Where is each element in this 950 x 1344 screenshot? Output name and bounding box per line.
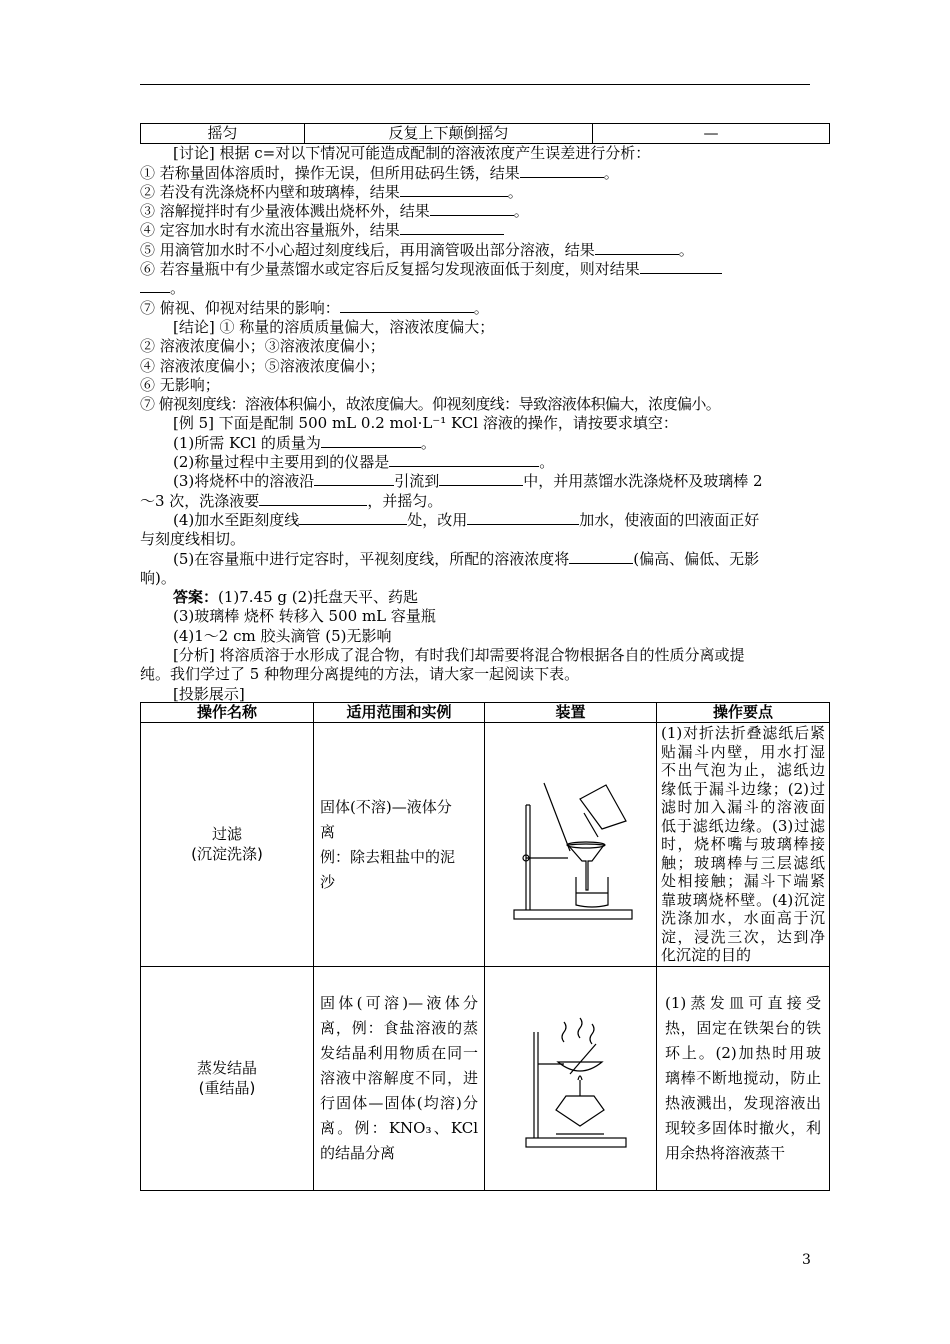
header-rule xyxy=(140,84,810,85)
blank xyxy=(467,511,579,525)
question: 响)。 xyxy=(140,568,176,587)
question: (3)将烧杯中的溶液沿 xyxy=(173,472,315,491)
analysis-line: 纯。我们学过了 5 种物理分离提纯的方法，请大家一起阅读下表。 xyxy=(140,665,580,684)
blank xyxy=(430,202,514,216)
separation-table xyxy=(140,702,830,1191)
op-name-cell xyxy=(141,723,314,967)
blank xyxy=(340,299,474,313)
conclusion-line: ⑦ 俯视刻度线：溶液体积偏小，故浓度偏大。仰视刻度线：导致溶液体积偏大，浓度偏小。 xyxy=(140,395,721,414)
discussion-item: ⑦ 俯视、仰视对结果的影响： xyxy=(140,298,340,317)
blank xyxy=(321,434,421,448)
discussion-item: ⑥ 若容量瓶中有少量蒸馏水或定容后反复摇匀发现液面低于刻度，则对结果 xyxy=(140,260,640,279)
op-sub: (沉淀洗涤) xyxy=(191,844,263,863)
op-sub: (重结晶) xyxy=(198,1078,256,1097)
answer-line: (3)玻璃棒 烧杯 转移入 500 mL 容量瓶 xyxy=(173,607,436,626)
blank xyxy=(140,279,170,293)
blank xyxy=(520,164,604,178)
conclusion-line: ② 溶液浓度偏小；③溶液浓度偏小； xyxy=(140,337,385,356)
table-row xyxy=(141,124,830,144)
filtration-apparatus-diagram xyxy=(496,765,646,925)
question: (1)所需 KCl 的质量为 xyxy=(173,433,321,452)
punct: 。 xyxy=(513,202,529,221)
op-name: 蒸发结晶 xyxy=(196,1059,257,1078)
op-name: 过滤 xyxy=(211,825,242,844)
question: 处，改用 xyxy=(407,510,468,529)
conclusion-line: [结论] ① 称量的溶质质量偏大，溶液浓度偏大； xyxy=(173,317,495,336)
blank xyxy=(299,511,407,525)
question: 中，并用蒸馏水洗涤烧杯及玻璃棒 2 xyxy=(523,472,763,491)
points-cell: (1)对折法折叠滤纸后紧贴漏斗内壁，用水打湿不出气泡为止，滤纸边缘低于漏斗边缘；(2)过滤时加入漏斗的溶液面低于滤纸边缘。(3)过滤时，烧杯嘴与玻璃棒接触；玻璃棒与三层滤纸处相接触；漏斗下端紧靠玻璃烧杯壁。(4)沉淀洗涤加水，水面高于沉淀，浸洗三次，达到净化沉淀的目的 xyxy=(657,723,830,967)
punct: 。 xyxy=(170,279,186,298)
table-row xyxy=(141,723,830,967)
header-cell: 操作名称 xyxy=(141,702,314,722)
blank xyxy=(314,472,394,486)
conclusion-line: ⑥ 无影响； xyxy=(140,375,220,394)
header-cell: 适用范围和实例 xyxy=(314,702,485,722)
blank xyxy=(400,221,504,235)
top-cell-2: 反复上下颠倒摇匀 xyxy=(305,124,593,144)
scope-line: 沙 xyxy=(320,872,336,891)
punct: 。 xyxy=(420,433,436,452)
analysis-line: [分析] 将溶质溶于水形成了混合物，有时我们却需要将混合物根据各自的性质分离或提 xyxy=(173,646,745,665)
scope-cell xyxy=(314,723,485,967)
evaporation-apparatus-diagram xyxy=(496,1004,646,1154)
scope-cell: 固体(可溶)—液体分离，例：食盐溶液的蒸发结晶利用物质在同一溶液中溶解度不同，进行固体—固体(均溶)分离。例：KNO₃、KCl 的结晶分离 xyxy=(314,967,485,1191)
apparatus-cell xyxy=(485,723,657,967)
question: 引流到 xyxy=(394,472,440,491)
points-cell: (1)蒸发皿可直接受热，固定在铁架台的铁环上。(2)加热时用玻璃棒不断地搅动，防止热液溅出，发现溶液出现较多固体时撤火，利用余热将溶液蒸干 xyxy=(657,967,830,1191)
scope-line: 离 xyxy=(320,822,336,841)
question: (4)加水至距刻度线 xyxy=(173,510,300,529)
punct: 。 xyxy=(539,453,555,472)
top-cell-1: 摇匀 xyxy=(141,124,305,144)
discussion-item: ④ 定容加水时有水流出容量瓶外，结果 xyxy=(140,221,400,240)
apparatus-cell xyxy=(485,967,657,1191)
punct: 。 xyxy=(507,182,523,201)
question: ～3 次，洗涤液要 xyxy=(140,491,260,510)
blank xyxy=(595,241,679,255)
blank xyxy=(400,183,508,197)
question: 与刻度线相切。 xyxy=(140,530,246,549)
analysis-line: [投影展示] xyxy=(173,684,245,703)
punct: 。 xyxy=(473,298,489,317)
example-title: [例 5] 下面是配制 500 mL 0.2 mol·L⁻¹ KCl 溶液的操作，请按要求填空： xyxy=(173,414,678,433)
answer-line: (1)7.45 g (2)托盘天平、药匙 xyxy=(218,588,419,607)
punct: 。 xyxy=(678,240,694,259)
conclusion-line: ④ 溶液浓度偏小；⑤溶液浓度偏小； xyxy=(140,356,385,375)
discussion-item: ⑤ 用滴管加水时不小心超过刻度线后，再用滴管吸出部分溶液，结果 xyxy=(140,240,595,259)
question: ，并摇匀。 xyxy=(367,491,443,510)
discussion-item: ③ 溶解搅拌时有少量液体溅出烧杯外，结果 xyxy=(140,202,430,221)
answer-label: 答案： xyxy=(173,588,219,607)
discussion-item: ① 若称量固体溶质时，操作无误，但所用砝码生锈，结果 xyxy=(140,163,520,182)
scope-line: 固体(不溶)—液体分 xyxy=(320,797,452,816)
page-content xyxy=(140,123,825,1191)
top-table xyxy=(140,123,830,144)
op-name-cell xyxy=(141,967,314,1191)
table-header-row xyxy=(141,702,830,722)
top-cell-3: — xyxy=(593,124,830,144)
discussion-item: ② 若没有洗涤烧杯内壁和玻璃棒，结果 xyxy=(140,182,400,201)
scope-line: 例：除去粗盐中的泥 xyxy=(320,847,456,866)
header-cell: 装置 xyxy=(485,702,657,722)
question: (偏高、偏低、无影 xyxy=(633,549,760,568)
table-row xyxy=(141,967,830,1191)
blank xyxy=(389,453,539,467)
blank xyxy=(569,550,633,564)
page-number: 3 xyxy=(802,1252,811,1268)
question: (2)称量过程中主要用到的仪器是 xyxy=(173,453,390,472)
header-cell: 操作要点 xyxy=(657,702,830,722)
blank xyxy=(439,472,523,486)
answer-line: (4)1～2 cm 胶头滴管 (5)无影响 xyxy=(173,626,392,645)
punct: 。 xyxy=(603,163,619,182)
question: (5)在容量瓶中进行定容时，平视刻度线，所配的溶液浓度将 xyxy=(173,549,570,568)
question: 加水，使液面的凹液面正好 xyxy=(579,510,760,529)
blank xyxy=(259,492,367,506)
blank xyxy=(640,260,722,274)
discussion-intro: [讨论] 根据 c=对以下情况可能造成配制的溶液浓度产生误差进行分析： xyxy=(173,144,651,163)
